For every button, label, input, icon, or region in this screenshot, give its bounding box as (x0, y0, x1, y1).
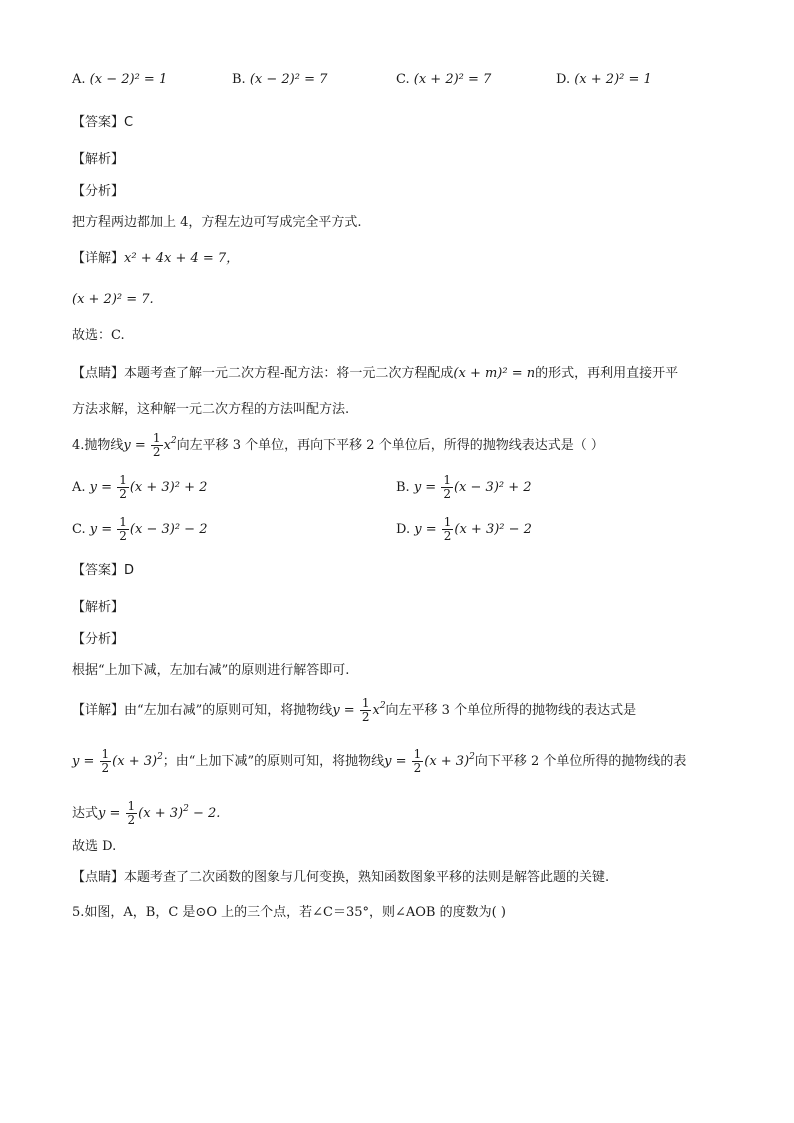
option-expr: (x + 2)² = 1 (574, 72, 652, 87)
option-expr: (x − 2)² = 7 (249, 72, 328, 87)
option-letter: A. (72, 480, 86, 495)
q3-fenxi-heading: 【分析】 (72, 184, 125, 199)
option-letter: D. (556, 72, 571, 87)
stem-text: 4.抛物线 (72, 438, 124, 453)
option-letter: C. (396, 72, 410, 87)
q5-stem: 5.如图，A，B，C 是⊙O 上的三个点，若∠C＝35°，则∠AOB 的度数为( ) (72, 905, 506, 920)
q4-guxuan: 故选 D. (72, 839, 117, 854)
q4-detail-line2: y = $\frac{1}{2}$ $(x + 3)^2$；由“上加下减”的原则可知，将抛物线y = $\frac{1}{2}$ $(x + 3)^2$向下平移 2 个单位所得的抛物线的表 (72, 747, 687, 775)
q3-detail-line1 (72, 249, 239, 269)
answer-label: 【答案】 (72, 563, 125, 578)
option-expr: (x + 3)² − 2 (454, 522, 532, 537)
detail-equation: (x + 2)² = 7. (72, 292, 154, 307)
dianjing-text: 本题考查了解一元二次方程-配方法：将一元二次方程配成 (124, 366, 454, 381)
q4-option-a: A. y = $\frac{1}{2}$ (x + 3)² + 2 (72, 473, 208, 501)
dianjing-label: 【点睛】 (72, 870, 125, 885)
detail-equation: x² + 4x + 4 = 7， (124, 251, 240, 266)
q3-option-c (396, 70, 491, 90)
q4-detail-line3: 达式y = $\frac{1}{2}$ $(x + 3)^2 - 2$. (72, 799, 221, 827)
q3-answer (72, 113, 133, 133)
q4-stem (72, 432, 604, 459)
q4-option-c: C. y = $\frac{1}{2}$ (x − 3)² − 2 (72, 515, 208, 543)
q3-dianjing-line1 (72, 364, 678, 384)
option-expr: (x + 2)² = 7 (413, 72, 492, 87)
option-letter: A. (72, 72, 86, 87)
q3-option-a (72, 70, 167, 90)
q4-jiexi-heading: 【解析】 (72, 600, 125, 615)
q4-fenxi-heading: 【分析】 (72, 632, 125, 647)
detail-text: 由“左加右减”的原则可知，将抛物线 (124, 703, 333, 718)
answer-value: D (124, 563, 135, 578)
q3-dianjing-line2: 方法求解，这种解一元二次方程的方法叫配方法. (72, 402, 350, 417)
option-letter: B. (396, 480, 410, 495)
stem-text: 向左平移 3 个单位，再向下平移 2 个单位后，所得的抛物线表达式是（ ） (176, 438, 604, 453)
q4-answer (72, 561, 134, 581)
q4-dianjing (72, 868, 609, 888)
detail-text: 向下平移 2 个单位所得的抛物线的表 (474, 754, 687, 769)
q3-detail-line2 (72, 290, 154, 310)
dianjing-text: 的形式，再利用直接开平 (535, 366, 679, 381)
detail-text: 达式 (72, 806, 99, 821)
dianjing-text: 本题考查了二次函数的图象与几何变换，熟知函数图象平移的法则是解答此题的关键. (124, 870, 610, 885)
q4-option-d: D. y = $\frac{1}{2}$ (x + 3)² − 2 (396, 515, 532, 543)
q4-option-b: B. y = $\frac{1}{2}$ (x − 3)² + 2 (396, 473, 532, 501)
q3-fenxi-text: 把方程两边都加上 4，方程左边可写成完全平方式. (72, 215, 362, 230)
option-expr: (x − 2)² = 1 (89, 72, 168, 87)
option-expr: (x + 3)² + 2 (129, 480, 208, 495)
dianjing-label: 【点睛】 (72, 366, 125, 381)
option-expr: (x − 3)² − 2 (129, 522, 208, 537)
stem-formula: y = $\frac{1}{2}$ $x^2$ (123, 431, 177, 459)
q4-detail-line1: 【详解】由“左加右减”的原则可知，将抛物线y = $\frac{1}{2}$ $x^2$向左平移 3 个单位所得的抛物线的表达式是 (72, 696, 637, 724)
answer-label: 【答案】 (72, 115, 125, 130)
q3-jiexi-heading: 【解析】 (72, 152, 125, 167)
answer-value: C (124, 115, 134, 130)
detail-label: 【详解】 (72, 703, 125, 718)
q3-option-b (232, 70, 327, 90)
detail-text: ；由“上加下减”的原则可知，将抛物线 (162, 754, 385, 769)
option-letter: B. (232, 72, 246, 87)
option-letter: D. (396, 522, 411, 537)
detail-label: 【详解】 (72, 251, 125, 266)
detail-text: 向左平移 3 个单位所得的抛物线的表达式是 (385, 703, 637, 718)
q3-guxuan: 故选：C. (72, 328, 125, 343)
option-letter: C. (72, 522, 86, 537)
q4-fenxi-text: 根据“上加下减，左加右减”的原则进行解答即可. (72, 663, 350, 678)
option-expr: (x − 3)² + 2 (453, 480, 532, 495)
q3-option-d (556, 70, 652, 90)
dianjing-expr: (x + m)² = n (453, 366, 536, 381)
